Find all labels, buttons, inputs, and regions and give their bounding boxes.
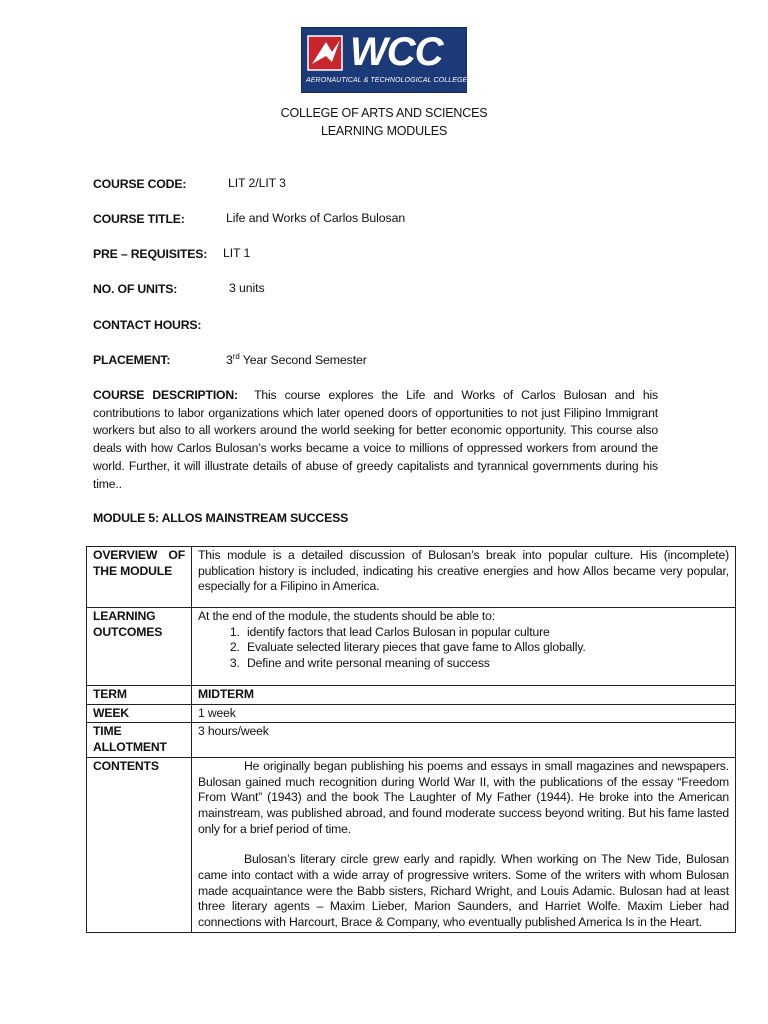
course-description-text: This course explores the Life and Works of Carlos Bulosan and his contributions to labor organizations which later opened doors of opportunities to not just Filipino Immigrant workers but also to all workers around the world seeking for better economic opportunity. This course also deals with how Carlos Bulosan’s works became a voice to millions of oppressed workers from around the world. Further, it will illustrate details of abuse of greedy capitalists and tyrannical governments during his time.. (93, 388, 658, 491)
contents-label: CONTENTS (87, 757, 192, 932)
prerequisites-value: LIT 1 (223, 246, 251, 260)
placement-text: Year Second Semester (239, 353, 367, 368)
outcome-item: 3. Define and write personal meaning of success (243, 656, 729, 672)
time-label: TIME ALLOTMENT (87, 723, 192, 757)
placement-ordinal: rd (232, 352, 240, 361)
logo-wordmark: WCC (350, 30, 443, 74)
overview-label: OVERVIEW OF THE MODULE (87, 547, 192, 608)
contents-row (87, 757, 736, 932)
module-table (86, 546, 736, 933)
time-row (87, 723, 736, 757)
week-value: 1 week (192, 704, 736, 723)
overview-row (87, 547, 736, 608)
bird-emblem-icon (302, 28, 350, 78)
term-row (87, 686, 736, 705)
modules-heading: LEARNING MODULES (321, 124, 447, 138)
placement-label: PLACEMENT: (93, 353, 171, 367)
college-heading: COLLEGE OF ARTS AND SCIENCES (280, 106, 488, 120)
course-description-label: COURSE DESCRIPTION: (93, 388, 238, 402)
prerequisites-label: PRE – REQUISITES: (93, 247, 208, 261)
outcomes-row (87, 608, 736, 686)
course-description (93, 387, 658, 493)
term-label: TERM (87, 686, 192, 705)
contents-paragraph: Bulosan’s literary circle grew early and rapidly. When working on The New Tide, Bulosan came into contact with a wide array of progressive writers. Some of the writers with whom Bulosan made acquaintance were the Babb sisters, Richard Wright, and Louis Adamic. Bulosan had at least three literary agents – Maxim Lieber, Marion Saunders, and Harriet Wolfe. Maxim Lieber had connections with Harcourt, Brace & Company, who eventually published America Is in the Heart. (198, 852, 729, 930)
outcome-item: 1. identify factors that lead Carlos Bulosan in popular culture (243, 625, 729, 641)
logo-subtitle: AERONAUTICAL & TECHNOLOGICAL COLLEGE (306, 77, 468, 84)
outcome-item: 2. Evaluate selected literary pieces that gave fame to Allos globally. (243, 640, 729, 656)
overview-text: This module is a detailed discussion of Bulosan’s break into popular culture. His (incomplete) publication history is included, indicating his creative energies and how Allos became very popular, especially for a Filipino in America. (192, 547, 736, 608)
units-label: NO. OF UNITS: (93, 282, 178, 296)
outcomes-label: LEARNING OUTCOMES (87, 608, 192, 686)
outcomes-cell (192, 608, 736, 686)
time-value: 3 hours/week (192, 723, 736, 757)
week-row (87, 704, 736, 723)
course-title-value: Life and Works of Carlos Bulosan (226, 211, 406, 225)
module-title: MODULE 5: ALLOS MAINSTREAM SUCCESS (93, 511, 349, 525)
outcomes-list (198, 625, 729, 672)
contact-hours-label: CONTACT HOURS: (93, 318, 202, 332)
week-label: WEEK (87, 704, 192, 723)
term-value: MIDTERM (192, 686, 736, 705)
course-title-label: COURSE TITLE: (93, 212, 185, 226)
college-logo (301, 27, 467, 93)
placement-value (226, 352, 367, 367)
placement-number: 3 (226, 353, 233, 368)
course-code-value: LIT 2/LIT 3 (228, 176, 286, 190)
course-code-label: COURSE CODE: (93, 177, 187, 191)
outcomes-intro: At the end of the module, the students should be able to: (198, 609, 496, 623)
contents-cell (192, 757, 736, 932)
contents-paragraph: He originally began publishing his poems and essays in small magazines and newspapers. Bulosan gained much recognition during World War II, with the publications of the essay “Freedom From Want” (1943) and the book The Laughter of My Father (1944). He broke into the American mainstream, was published abroad, and found moderate success beyond writing. But his fame lasted only for a brief period of time. (198, 758, 729, 836)
units-value: 3 units (229, 281, 265, 295)
